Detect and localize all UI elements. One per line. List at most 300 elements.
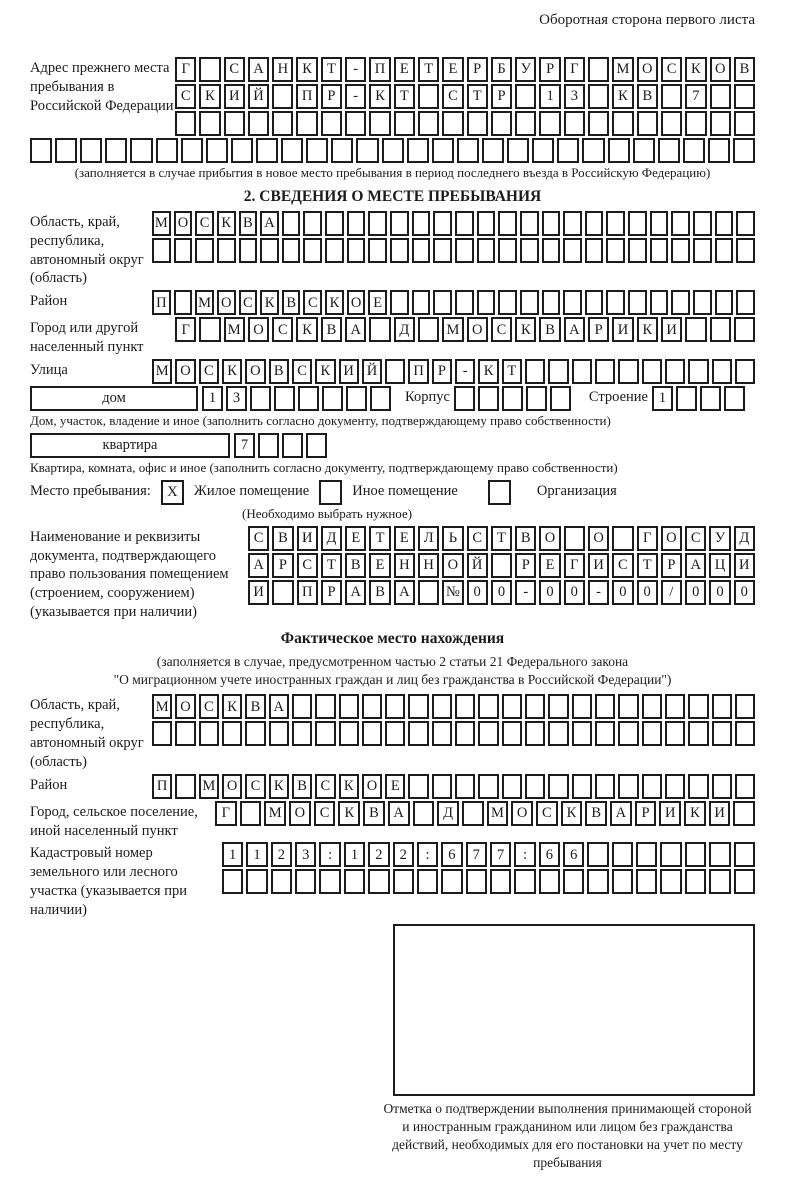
char-box[interactable] [282, 211, 301, 236]
char-box[interactable]: Г [175, 317, 196, 342]
char-box[interactable] [408, 774, 428, 799]
char-box[interactable] [370, 386, 391, 411]
char-box[interactable] [502, 694, 522, 719]
char-box[interactable] [477, 238, 496, 263]
char-box[interactable]: Г [215, 801, 237, 826]
char-box[interactable] [152, 238, 171, 263]
char-box[interactable] [390, 290, 409, 315]
char-box[interactable]: М [199, 774, 219, 799]
char-box[interactable]: А [388, 801, 410, 826]
char-box[interactable] [642, 694, 662, 719]
char-box[interactable]: К [339, 774, 359, 799]
char-box[interactable] [650, 211, 669, 236]
char-box[interactable]: А [610, 801, 632, 826]
char-box[interactable]: О [661, 526, 682, 551]
char-box[interactable]: 0 [685, 580, 706, 605]
char-box[interactable]: - [588, 580, 609, 605]
char-box[interactable] [454, 386, 475, 411]
char-box[interactable] [736, 238, 755, 263]
char-box[interactable] [733, 801, 755, 826]
char-box[interactable] [362, 694, 382, 719]
checkbox-inoe[interactable] [319, 480, 342, 505]
char-box[interactable]: И [588, 553, 609, 578]
char-box[interactable] [735, 774, 755, 799]
char-box[interactable] [563, 290, 582, 315]
char-box[interactable]: В [272, 526, 293, 551]
char-box[interactable]: С [612, 553, 633, 578]
char-box[interactable] [563, 211, 582, 236]
char-box[interactable] [432, 138, 454, 163]
char-box[interactable]: К [612, 84, 633, 109]
char-box[interactable] [612, 842, 633, 867]
char-box[interactable]: Д [321, 526, 342, 551]
char-box[interactable]: С [175, 84, 196, 109]
char-box[interactable] [271, 869, 292, 894]
char-box[interactable] [156, 138, 178, 163]
char-box[interactable] [55, 138, 77, 163]
char-box[interactable]: 2 [271, 842, 292, 867]
char-box[interactable]: И [339, 359, 359, 384]
char-box[interactable] [515, 84, 536, 109]
char-box[interactable]: - [345, 84, 366, 109]
char-box[interactable]: К [338, 801, 360, 826]
char-box[interactable] [526, 386, 547, 411]
char-box[interactable] [676, 386, 697, 411]
char-box[interactable] [710, 317, 731, 342]
char-box[interactable]: 6 [441, 842, 462, 867]
char-box[interactable]: 0 [612, 580, 633, 605]
char-box[interactable]: Н [418, 553, 439, 578]
char-box[interactable]: Е [394, 57, 415, 82]
char-box[interactable]: 1 [246, 842, 267, 867]
char-box[interactable] [245, 721, 265, 746]
char-box[interactable]: Т [491, 526, 512, 551]
char-box[interactable] [393, 869, 414, 894]
char-box[interactable] [650, 290, 669, 315]
char-box[interactable]: В [515, 526, 536, 551]
char-box[interactable] [618, 359, 638, 384]
char-box[interactable] [432, 694, 452, 719]
char-box[interactable] [525, 774, 545, 799]
char-box[interactable] [433, 290, 452, 315]
char-box[interactable]: 7 [466, 842, 487, 867]
char-box[interactable] [542, 211, 561, 236]
char-box[interactable]: О [539, 526, 560, 551]
char-box[interactable] [256, 138, 278, 163]
char-box[interactable] [724, 386, 745, 411]
char-box[interactable] [296, 111, 317, 136]
char-box[interactable]: К [637, 317, 658, 342]
char-box[interactable] [498, 238, 517, 263]
char-box[interactable] [539, 111, 560, 136]
char-box[interactable]: 1 [539, 84, 560, 109]
char-box[interactable]: К [684, 801, 706, 826]
char-box[interactable]: 0 [467, 580, 488, 605]
char-box[interactable]: Т [637, 553, 658, 578]
char-box[interactable]: А [345, 580, 366, 605]
char-box[interactable]: Е [385, 774, 405, 799]
char-box[interactable] [418, 317, 439, 342]
char-box[interactable]: С [239, 290, 258, 315]
char-box[interactable] [588, 57, 609, 82]
char-box[interactable] [408, 694, 428, 719]
char-box[interactable]: Е [539, 553, 560, 578]
char-box[interactable] [636, 869, 657, 894]
char-box[interactable] [525, 694, 545, 719]
char-box[interactable]: 3 [226, 386, 247, 411]
char-box[interactable]: Е [442, 57, 463, 82]
char-box[interactable]: 0 [734, 580, 755, 605]
char-box[interactable] [455, 211, 474, 236]
char-box[interactable] [582, 138, 604, 163]
char-box[interactable]: 0 [539, 580, 560, 605]
char-box[interactable] [248, 111, 269, 136]
char-box[interactable]: К [296, 317, 317, 342]
char-box[interactable]: И [709, 801, 731, 826]
char-box[interactable] [618, 774, 638, 799]
char-box[interactable] [685, 842, 706, 867]
char-box[interactable] [520, 290, 539, 315]
char-box[interactable] [382, 138, 404, 163]
char-box[interactable] [520, 238, 539, 263]
char-box[interactable] [606, 238, 625, 263]
char-box[interactable] [390, 211, 409, 236]
char-box[interactable] [525, 721, 545, 746]
char-box[interactable]: А [248, 57, 269, 82]
char-box[interactable] [665, 721, 685, 746]
char-box[interactable] [661, 111, 682, 136]
char-box[interactable]: 7 [234, 433, 255, 458]
char-box[interactable] [478, 694, 498, 719]
char-box[interactable]: О [511, 801, 533, 826]
char-box[interactable] [130, 138, 152, 163]
char-box[interactable] [548, 774, 568, 799]
char-box[interactable] [710, 84, 731, 109]
char-box[interactable]: Д [394, 317, 415, 342]
char-box[interactable]: Р [515, 553, 536, 578]
char-box[interactable]: П [296, 84, 317, 109]
char-box[interactable]: С [315, 774, 335, 799]
char-box[interactable] [498, 290, 517, 315]
char-box[interactable] [356, 138, 378, 163]
char-box[interactable]: К [325, 290, 344, 315]
char-box[interactable] [572, 694, 592, 719]
char-box[interactable]: Т [394, 84, 415, 109]
char-box[interactable] [272, 111, 293, 136]
char-box[interactable]: А [345, 317, 366, 342]
char-box[interactable]: С [199, 694, 219, 719]
char-box[interactable]: П [152, 774, 172, 799]
char-box[interactable] [455, 238, 474, 263]
char-box[interactable]: Р [635, 801, 657, 826]
char-box[interactable]: К [561, 801, 583, 826]
char-box[interactable] [585, 290, 604, 315]
char-box[interactable] [408, 721, 428, 746]
char-box[interactable]: О [217, 290, 236, 315]
char-box[interactable] [412, 290, 431, 315]
char-box[interactable] [339, 721, 359, 746]
char-box[interactable]: Е [394, 526, 415, 551]
char-box[interactable]: О [442, 553, 463, 578]
char-box[interactable] [660, 842, 681, 867]
char-box[interactable] [477, 290, 496, 315]
char-box[interactable]: С [685, 526, 706, 551]
char-box[interactable]: С [467, 526, 488, 551]
char-box[interactable]: 0 [637, 580, 658, 605]
char-box[interactable]: А [260, 211, 279, 236]
char-box[interactable]: Р [321, 580, 342, 605]
char-box[interactable] [174, 238, 193, 263]
char-box[interactable]: В [345, 553, 366, 578]
char-box[interactable]: 7 [685, 84, 706, 109]
char-box[interactable] [734, 869, 755, 894]
char-box[interactable] [303, 211, 322, 236]
char-box[interactable] [515, 111, 536, 136]
char-box[interactable]: 3 [564, 84, 585, 109]
char-box[interactable] [224, 111, 245, 136]
char-box[interactable] [712, 359, 732, 384]
char-box[interactable] [712, 774, 732, 799]
char-box[interactable] [685, 317, 706, 342]
char-box[interactable]: Д [437, 801, 459, 826]
char-box[interactable] [272, 580, 293, 605]
char-box[interactable] [595, 721, 615, 746]
char-box[interactable]: В [637, 84, 658, 109]
char-box[interactable]: Е [345, 526, 366, 551]
char-box[interactable] [292, 721, 312, 746]
char-box[interactable] [539, 869, 560, 894]
char-box[interactable] [606, 211, 625, 236]
char-box[interactable] [319, 869, 340, 894]
char-box[interactable] [735, 694, 755, 719]
char-box[interactable]: С [303, 290, 322, 315]
char-box[interactable] [564, 526, 585, 551]
char-box[interactable] [685, 111, 706, 136]
char-box[interactable] [628, 238, 647, 263]
char-box[interactable]: Р [272, 553, 293, 578]
char-box[interactable]: 1 [652, 386, 673, 411]
char-box[interactable]: 0 [709, 580, 730, 605]
char-box[interactable] [418, 580, 439, 605]
char-box[interactable]: У [515, 57, 536, 82]
char-box[interactable] [432, 774, 452, 799]
char-box[interactable] [498, 211, 517, 236]
char-box[interactable] [710, 111, 731, 136]
char-box[interactable] [412, 238, 431, 263]
char-box[interactable]: Г [564, 57, 585, 82]
char-box[interactable]: В [282, 290, 301, 315]
char-box[interactable] [368, 869, 389, 894]
char-box[interactable] [542, 290, 561, 315]
char-box[interactable]: Н [394, 553, 415, 578]
char-box[interactable] [734, 317, 755, 342]
char-box[interactable] [467, 111, 488, 136]
char-box[interactable]: Т [418, 57, 439, 82]
char-box[interactable]: И [612, 317, 633, 342]
char-box[interactable]: Р [539, 57, 560, 82]
char-box[interactable] [369, 111, 390, 136]
char-box[interactable] [709, 869, 730, 894]
char-box[interactable]: К [296, 57, 317, 82]
char-box[interactable]: О [637, 57, 658, 82]
char-box[interactable] [612, 526, 633, 551]
char-box[interactable] [532, 138, 554, 163]
char-box[interactable]: В [292, 774, 312, 799]
char-box[interactable] [618, 694, 638, 719]
char-box[interactable]: М [195, 290, 214, 315]
char-box[interactable]: М [152, 694, 172, 719]
char-box[interactable] [442, 111, 463, 136]
char-box[interactable]: К [269, 774, 289, 799]
char-box[interactable] [222, 869, 243, 894]
char-box[interactable] [174, 290, 193, 315]
char-box[interactable] [217, 238, 236, 263]
char-box[interactable] [385, 359, 405, 384]
char-box[interactable]: И [734, 553, 755, 578]
char-box[interactable]: В [369, 580, 390, 605]
char-box[interactable] [715, 238, 734, 263]
char-box[interactable] [455, 290, 474, 315]
char-box[interactable]: С [491, 317, 512, 342]
dom-box[interactable]: дом [30, 386, 198, 411]
char-box[interactable]: Е [368, 290, 387, 315]
char-box[interactable] [671, 290, 690, 315]
char-box[interactable] [269, 721, 289, 746]
char-box[interactable]: 1 [222, 842, 243, 867]
char-box[interactable]: М [442, 317, 463, 342]
char-box[interactable] [736, 211, 755, 236]
char-box[interactable] [557, 138, 579, 163]
char-box[interactable] [199, 317, 220, 342]
char-box[interactable] [303, 238, 322, 263]
char-box[interactable]: В [321, 317, 342, 342]
char-box[interactable]: - [345, 57, 366, 82]
char-box[interactable] [478, 774, 498, 799]
char-box[interactable]: П [297, 580, 318, 605]
char-box[interactable] [345, 111, 366, 136]
char-box[interactable] [239, 238, 258, 263]
char-box[interactable] [181, 138, 203, 163]
char-box[interactable]: Г [175, 57, 196, 82]
char-box[interactable]: Т [321, 57, 342, 82]
char-box[interactable] [478, 386, 499, 411]
char-box[interactable]: 3 [295, 842, 316, 867]
char-box[interactable] [665, 694, 685, 719]
char-box[interactable] [175, 774, 195, 799]
char-box[interactable]: В [363, 801, 385, 826]
char-box[interactable]: О [710, 57, 731, 82]
char-box[interactable] [612, 111, 633, 136]
char-box[interactable] [665, 774, 685, 799]
char-box[interactable] [258, 433, 279, 458]
char-box[interactable]: Й [467, 553, 488, 578]
char-box[interactable]: : [319, 842, 340, 867]
char-box[interactable]: К [222, 694, 242, 719]
char-box[interactable] [80, 138, 102, 163]
char-box[interactable] [281, 138, 303, 163]
char-box[interactable] [712, 721, 732, 746]
char-box[interactable] [394, 111, 415, 136]
char-box[interactable] [671, 238, 690, 263]
char-box[interactable] [433, 238, 452, 263]
char-box[interactable]: О [289, 801, 311, 826]
char-box[interactable]: О [467, 317, 488, 342]
char-box[interactable]: С [245, 774, 265, 799]
char-box[interactable]: Е [369, 553, 390, 578]
char-box[interactable] [152, 721, 172, 746]
char-box[interactable]: М [152, 359, 172, 384]
char-box[interactable] [585, 238, 604, 263]
char-box[interactable] [628, 290, 647, 315]
char-box[interactable]: Р [588, 317, 609, 342]
char-box[interactable]: М [264, 801, 286, 826]
char-box[interactable] [595, 359, 615, 384]
char-box[interactable] [455, 694, 475, 719]
char-box[interactable] [292, 694, 312, 719]
char-box[interactable] [735, 359, 755, 384]
char-box[interactable] [199, 721, 219, 746]
char-box[interactable]: К [515, 317, 536, 342]
char-box[interactable]: И [661, 317, 682, 342]
char-box[interactable]: Г [637, 526, 658, 551]
char-box[interactable] [368, 211, 387, 236]
char-box[interactable]: С [536, 801, 558, 826]
char-box[interactable]: К [478, 359, 498, 384]
char-box[interactable] [650, 238, 669, 263]
char-box[interactable] [642, 774, 662, 799]
char-box[interactable] [572, 359, 592, 384]
char-box[interactable]: К [217, 211, 236, 236]
char-box[interactable] [325, 211, 344, 236]
char-box[interactable] [548, 694, 568, 719]
char-box[interactable] [735, 721, 755, 746]
char-box[interactable] [175, 111, 196, 136]
char-box[interactable] [491, 553, 512, 578]
char-box[interactable] [246, 869, 267, 894]
char-box[interactable]: 1 [202, 386, 223, 411]
char-box[interactable] [478, 721, 498, 746]
char-box[interactable] [322, 386, 343, 411]
char-box[interactable]: Ь [442, 526, 463, 551]
char-box[interactable]: К [222, 359, 242, 384]
char-box[interactable] [608, 138, 630, 163]
char-box[interactable]: С [272, 317, 293, 342]
char-box[interactable] [466, 869, 487, 894]
char-box[interactable] [520, 211, 539, 236]
char-box[interactable] [455, 774, 475, 799]
char-box[interactable] [700, 386, 721, 411]
char-box[interactable]: 1 [344, 842, 365, 867]
char-box[interactable]: М [152, 211, 171, 236]
char-box[interactable] [585, 211, 604, 236]
char-box[interactable] [507, 138, 529, 163]
char-box[interactable] [30, 138, 52, 163]
char-box[interactable] [206, 138, 228, 163]
char-box[interactable] [199, 111, 220, 136]
char-box[interactable]: М [224, 317, 245, 342]
char-box[interactable] [418, 84, 439, 109]
char-box[interactable] [514, 869, 535, 894]
char-box[interactable]: К [199, 84, 220, 109]
char-box[interactable] [618, 721, 638, 746]
char-box[interactable]: О [245, 359, 265, 384]
char-box[interactable] [339, 694, 359, 719]
char-box[interactable]: 2 [368, 842, 389, 867]
char-box[interactable] [693, 290, 712, 315]
char-box[interactable] [661, 84, 682, 109]
char-box[interactable] [658, 138, 680, 163]
char-box[interactable]: А [394, 580, 415, 605]
